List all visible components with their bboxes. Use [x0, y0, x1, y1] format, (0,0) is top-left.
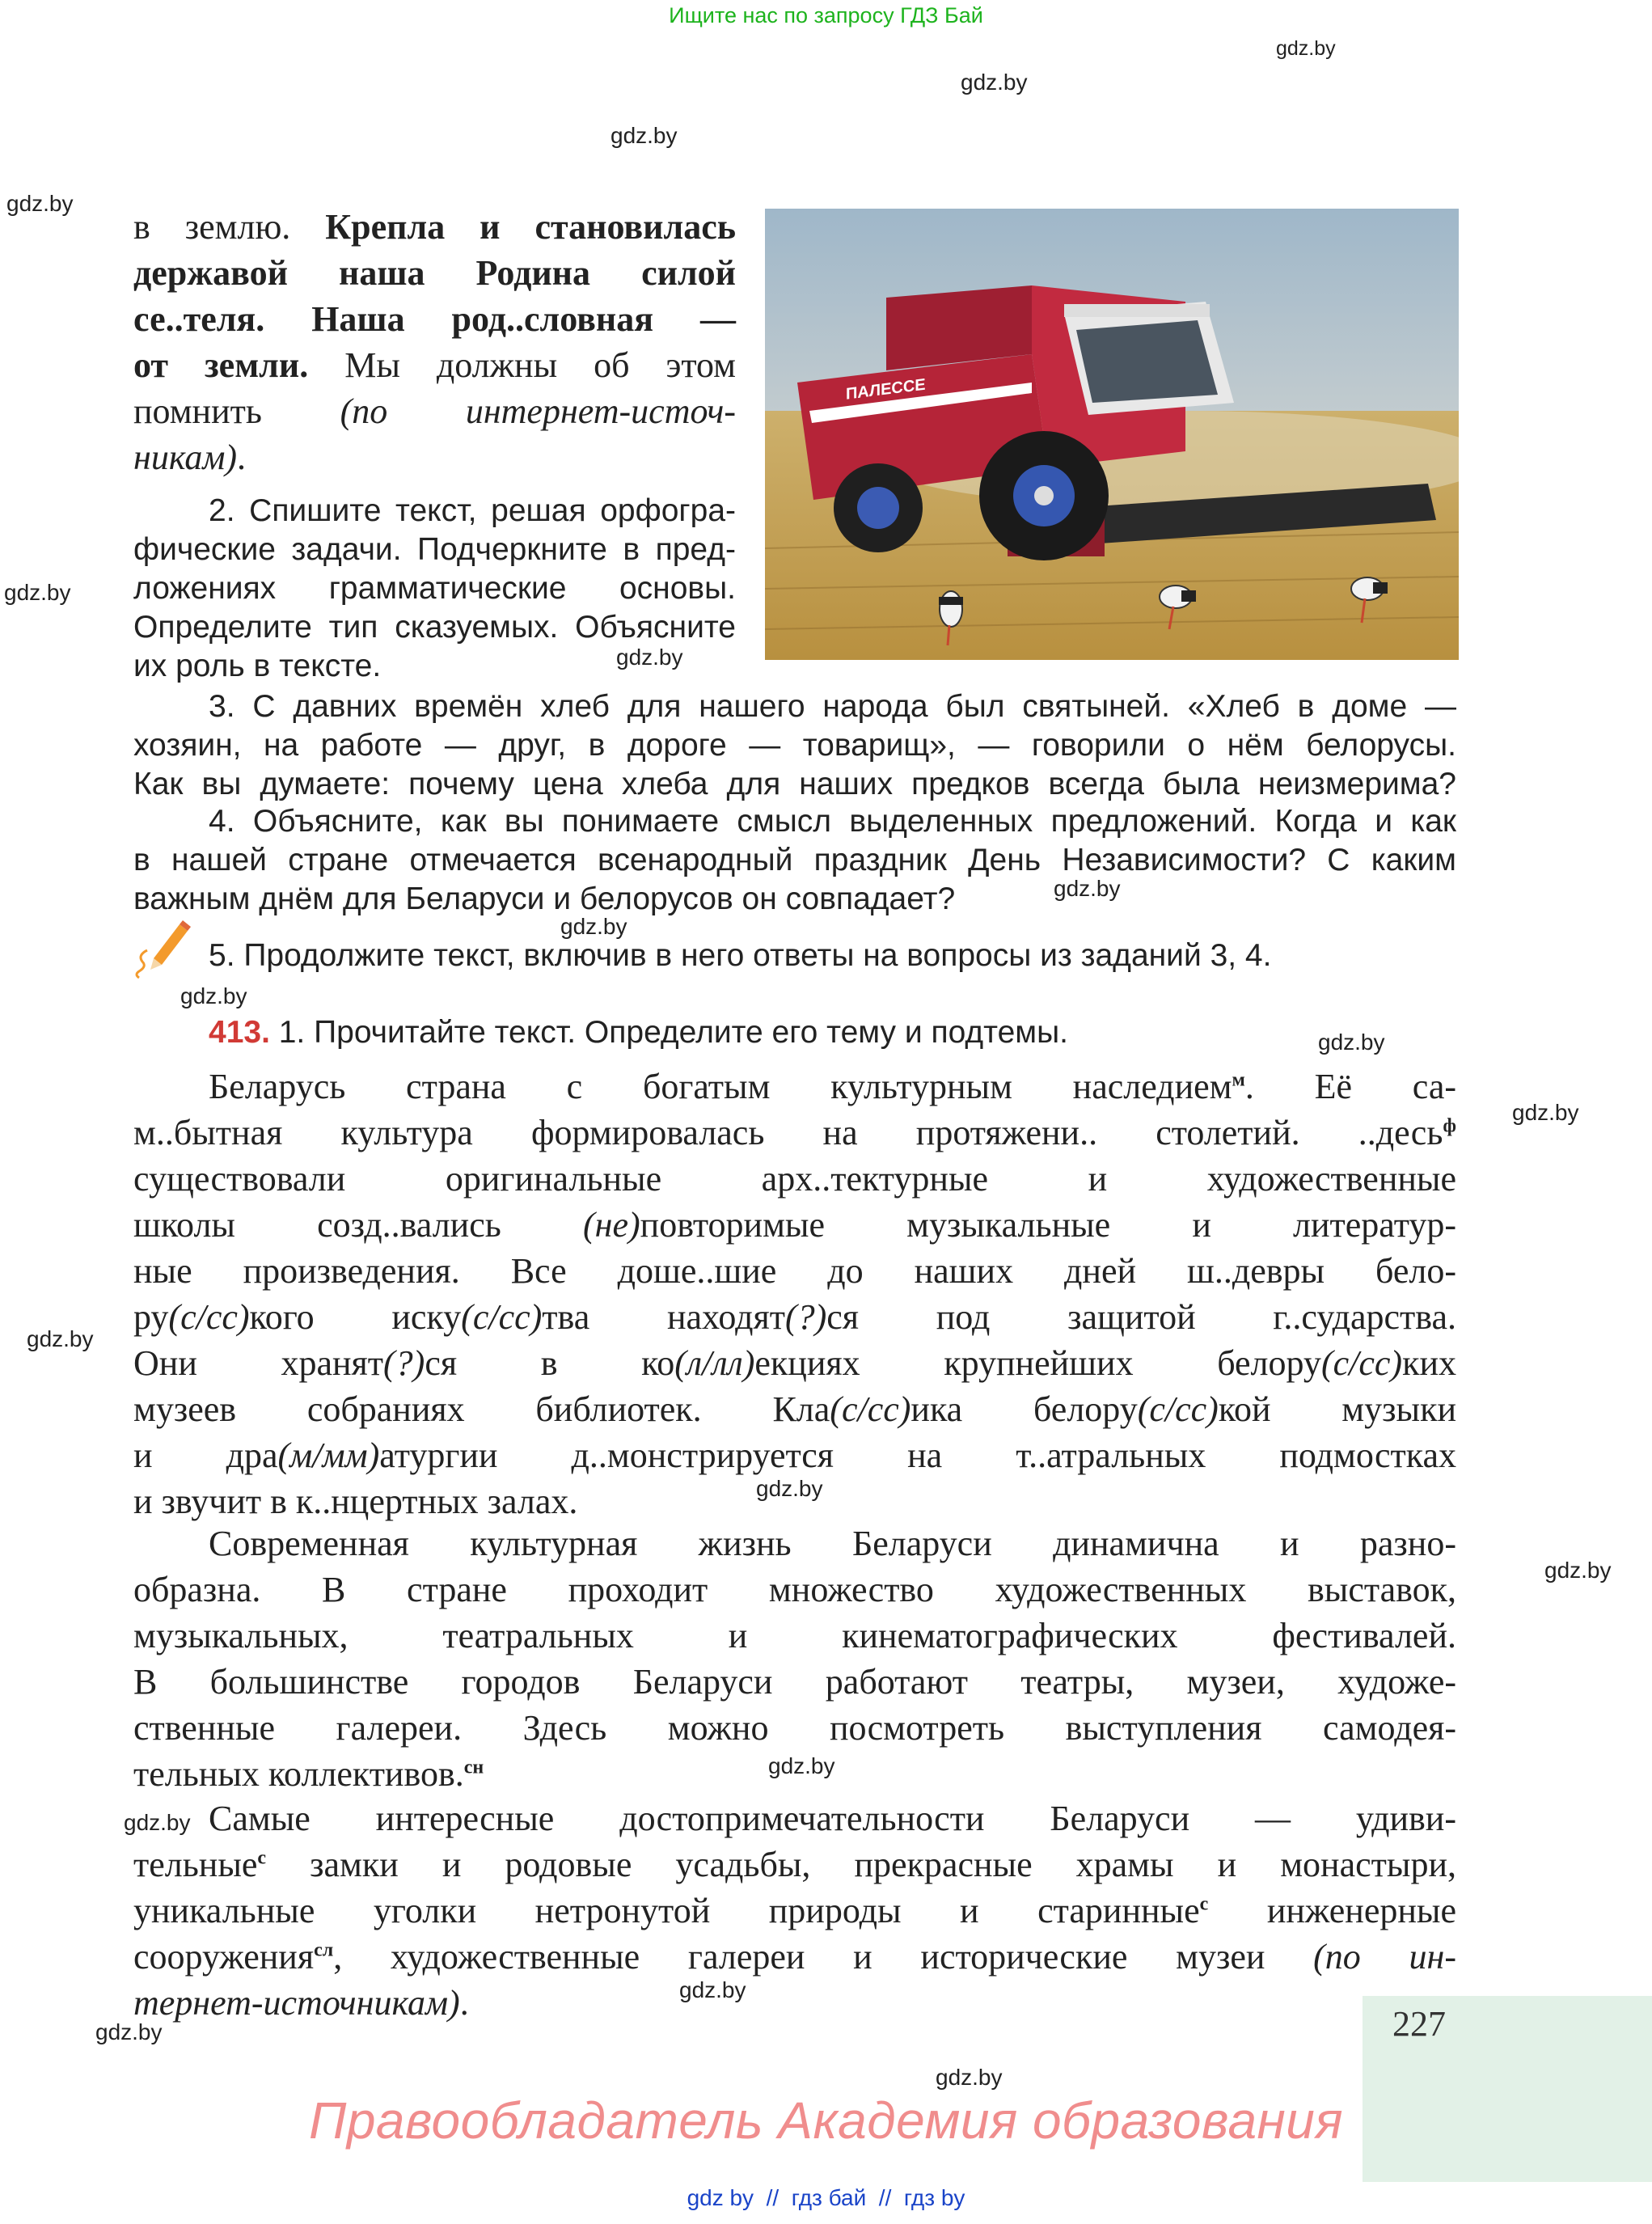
watermark: gdz.by	[27, 1326, 94, 1351]
page-number: 227	[1392, 2004, 1446, 2044]
watermark: gdz.by	[616, 645, 683, 670]
intro-paragraph: в землю. Крепла и становилась державой наша Родина силой се..теля. Наша род..словная — от земли. Мы должны об этом помнить (по интернет-источ- никам).	[133, 207, 736, 477]
exercise-413-paragraph-3: Самые интересные достопримечательности Беларуси — удиви- тельные$^с$ замки и родовые усадьбы, прекрасные храмы и монастыри, уникальные уголки нетронутой природы и старинные$^с$ инженерные сооружения$^{сл}$, художественные галереи и исторические музеи (по ин- тернет-источникам).	[133, 1799, 1456, 2023]
task-4: 4. Объясните, как вы понимаете смысл выделенных предложений. Когда и как в нашей стране отмечается всенародный праздник День Независимости? С каким важным днём для Беларуси и белорусов он совпадает?	[133, 804, 1456, 916]
watermark: gdz.by	[1544, 1558, 1612, 1583]
watermark: gdz.by	[611, 123, 678, 148]
watermark: gdz.by	[1276, 37, 1336, 60]
exercise-413-header: 413. 1. Прочитайте текст. Определите его тему и подтемы.	[209, 1015, 1068, 1050]
top-banner: Ищите нас по запросу ГДЗ Бай	[669, 3, 983, 27]
exercise-413-paragraph-1: Беларусь страна с богатым культурным наследием$^м$. Её са- м..бытная культура формировалась на протяжени.. столетий. ..десь$^ф$ существовали оригинальные арх..тектурные и художественные школы созд..вались (не)повторимые музыкальные и литератур- ные произведения. Все доше..шие до наших дней ш..девры бело- ру(с/сс)кого иску(с/сс)тва находят(?)ся под защитой г..сударства. Они хранят(?)ся в ко(л/лл)екциях крупнейших белору(с/сс)ких музеев собраниях библиотек. Кла(с/сс)ика белору(с/сс)кой музыки и дра(м/мм)атургии д..монстрируется на т..атральных подмостках и звучит в к..нцертных залах.	[133, 1067, 1457, 1521]
watermark: gdz.by	[1054, 876, 1121, 901]
watermark: gdz.by	[4, 580, 71, 605]
exercise-number: 413.	[209, 1015, 270, 1050]
pencil-icon	[129, 918, 194, 979]
watermark: gdz.by	[961, 70, 1028, 95]
combine-harvester-photo	[765, 209, 1459, 660]
watermark: gdz.by	[768, 1753, 835, 1778]
watermark: gdz.by	[180, 983, 247, 1008]
combine-brand-label: ПАЛЕССЕ	[846, 375, 926, 404]
watermark: gdz.by	[560, 914, 627, 939]
watermark: gdz.by	[679, 1977, 746, 2002]
copyright-notice: Правообладатель Академия образования	[308, 2091, 1344, 2150]
watermark: gdz.by	[1512, 1100, 1579, 1125]
watermark: gdz.by	[1318, 1030, 1385, 1055]
task-5: 5. Продолжите текст, включив в него ответы на вопросы из заданий 3, 4.	[209, 938, 1272, 973]
exercise-413-paragraph-2: Современная культурная жизнь Беларуси динамична и разно- образна. В стране проходит множество художественных выставок, музыкальных, театральных и кинематографических фестивалей. В большинстве городов Беларуси работают театры, музеи, художе- ственные галереи. Здесь можно посмотреть выступления самодея- тельных коллективов.$^{сн}$	[133, 1524, 1456, 1794]
watermark: gdz.by	[756, 1476, 823, 1501]
bottom-links[interactable]: gdz by // гдз бай // гдз by	[687, 2185, 965, 2210]
watermark: gdz.by	[95, 2019, 163, 2044]
task-2: 2. Спишите текст, решая орфогра- фические задачи. Подчеркните в пред- ложениях грамматические основы. Определите тип сказуемых. Объясните их роль в тексте.	[133, 493, 736, 683]
watermark: gdz.by	[6, 191, 74, 216]
watermark: gdz.by	[124, 1810, 191, 1835]
watermark: gdz.by	[936, 2065, 1003, 2090]
task-3: 3. С давних времён хлеб для нашего народа был святыней. «Хлеб в доме — хозяин, на работе — друг, в дороге — товарищ», — говорили о нём белорусы. Как вы думаете: почему цена хлеба для наших предков всегда была неизмерима?	[133, 689, 1456, 801]
